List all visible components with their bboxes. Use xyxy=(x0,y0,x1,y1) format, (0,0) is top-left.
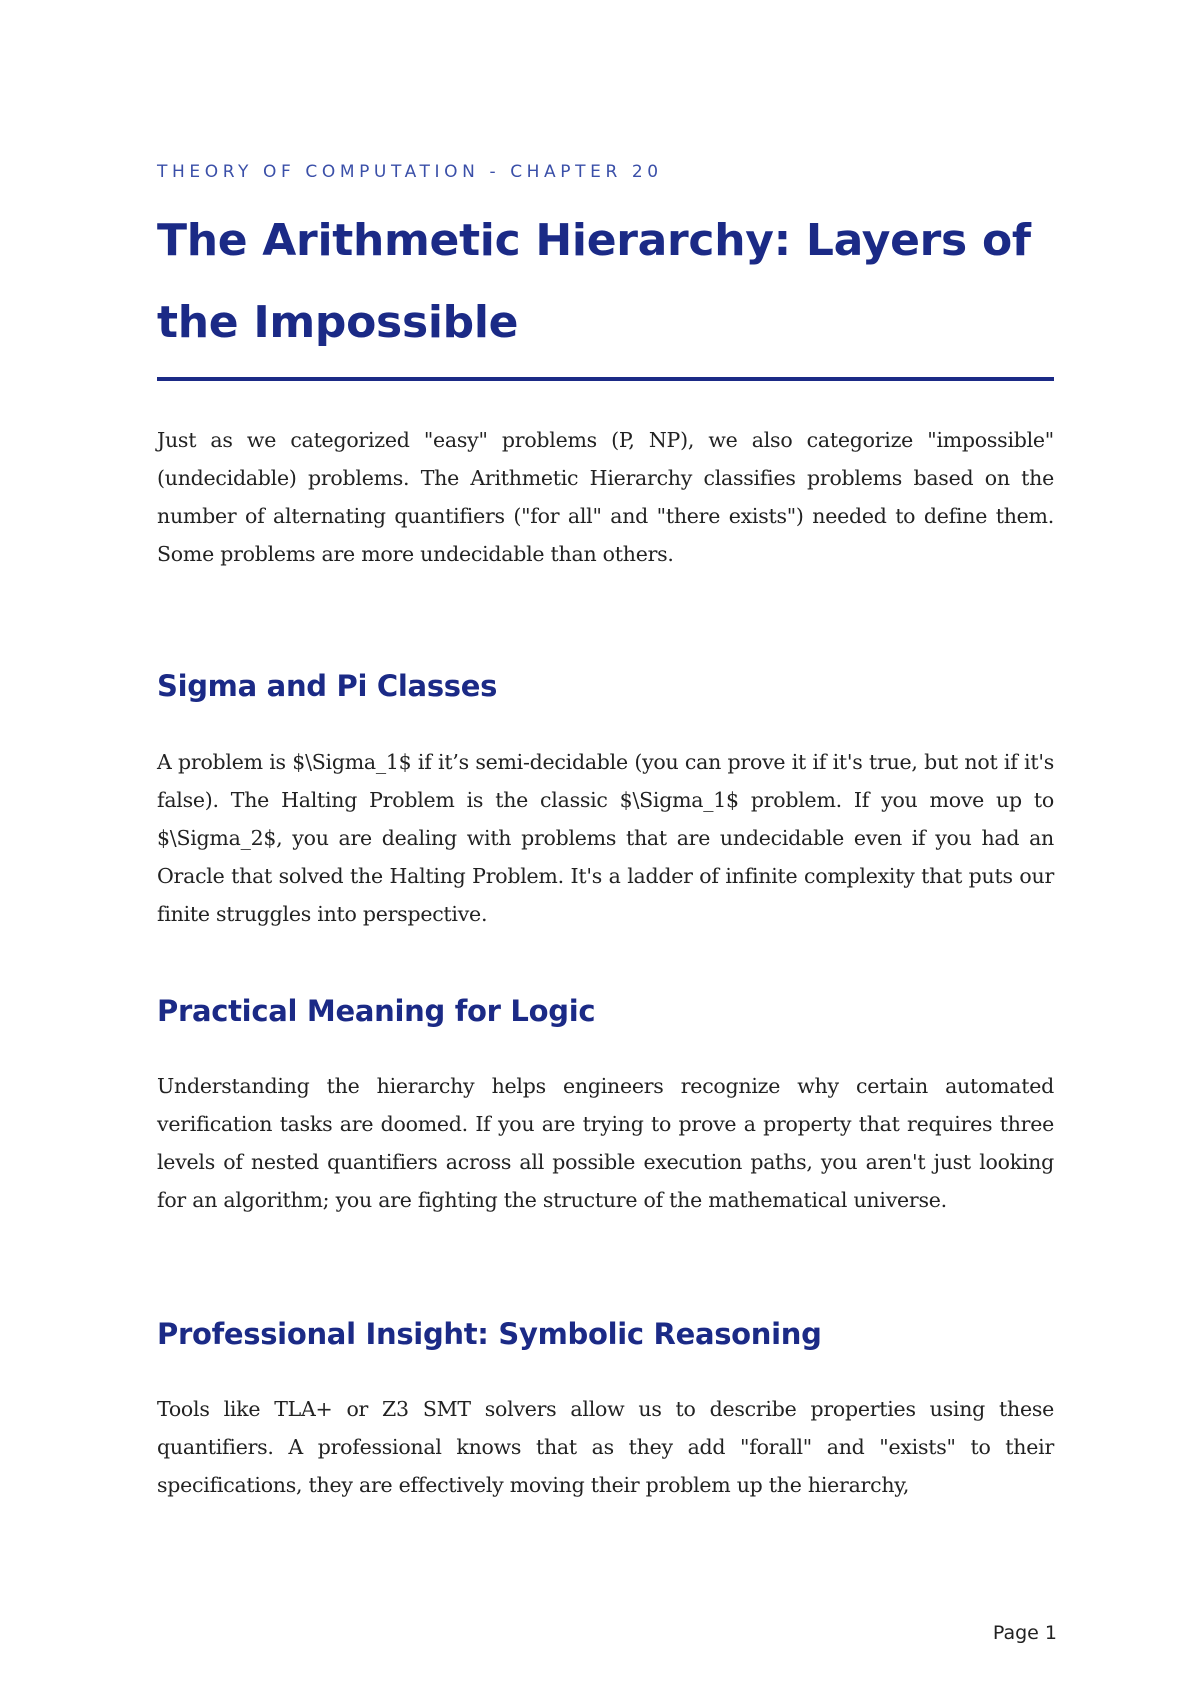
section-body-sigma-pi: A problem is $\Sigma_1$ if it’s semi-decidable (you can prove it if it's true, but not if it's false). The Halting Problem is the classic $\Sigma_1$ problem. If you move up to $\Sigma_2$, you are dealing with problems that are undecidable even if you had an Oracle that solved the Halting Problem. It's a ladder of infinite complexity that puts our finite struggles into perspective. xyxy=(157,750,1054,926)
chapter-label: THEORY OF COMPUTATION - CHAPTER 20 xyxy=(157,162,663,182)
page-title: The Arithmetic Hierarchy: Layers of the Impossible xyxy=(157,215,1031,348)
page-number: Page 1 xyxy=(992,1622,1057,1644)
section-heading-sigma-pi: Sigma and Pi Classes xyxy=(157,669,498,703)
intro-paragraph: Just as we categorized "easy" problems (P, NP), we also categorize "impossible" (undecidable) problems. The Arithmetic Hierarchy classifies problems based on the number of alternating quantifiers ("for all" and "there exists") needed to define them. Some problems are more undecidable than others. xyxy=(157,428,1054,566)
section-body-professional-insight: Tools like TLA+ or Z3 SMT solvers allow us to describe properties using these quantifiers. A professional knows that as they add "forall" and "exists" to their specifications, they are effectively moving their problem up the hierarchy, xyxy=(157,1397,1054,1497)
section-body-practical-meaning: Understanding the hierarchy helps engineers recognize why certain automated verification tasks are doomed. If you are trying to prove a property that requires three levels of nested quantifiers across all possible execution paths, you aren't just looking for an algorithm; you are fighting the structure of the mathematical universe. xyxy=(157,1074,1054,1212)
title-divider xyxy=(157,377,1054,381)
section-heading-professional-insight: Professional Insight: Symbolic Reasoning xyxy=(157,1317,822,1351)
section-heading-practical-meaning: Practical Meaning for Logic xyxy=(157,994,596,1028)
